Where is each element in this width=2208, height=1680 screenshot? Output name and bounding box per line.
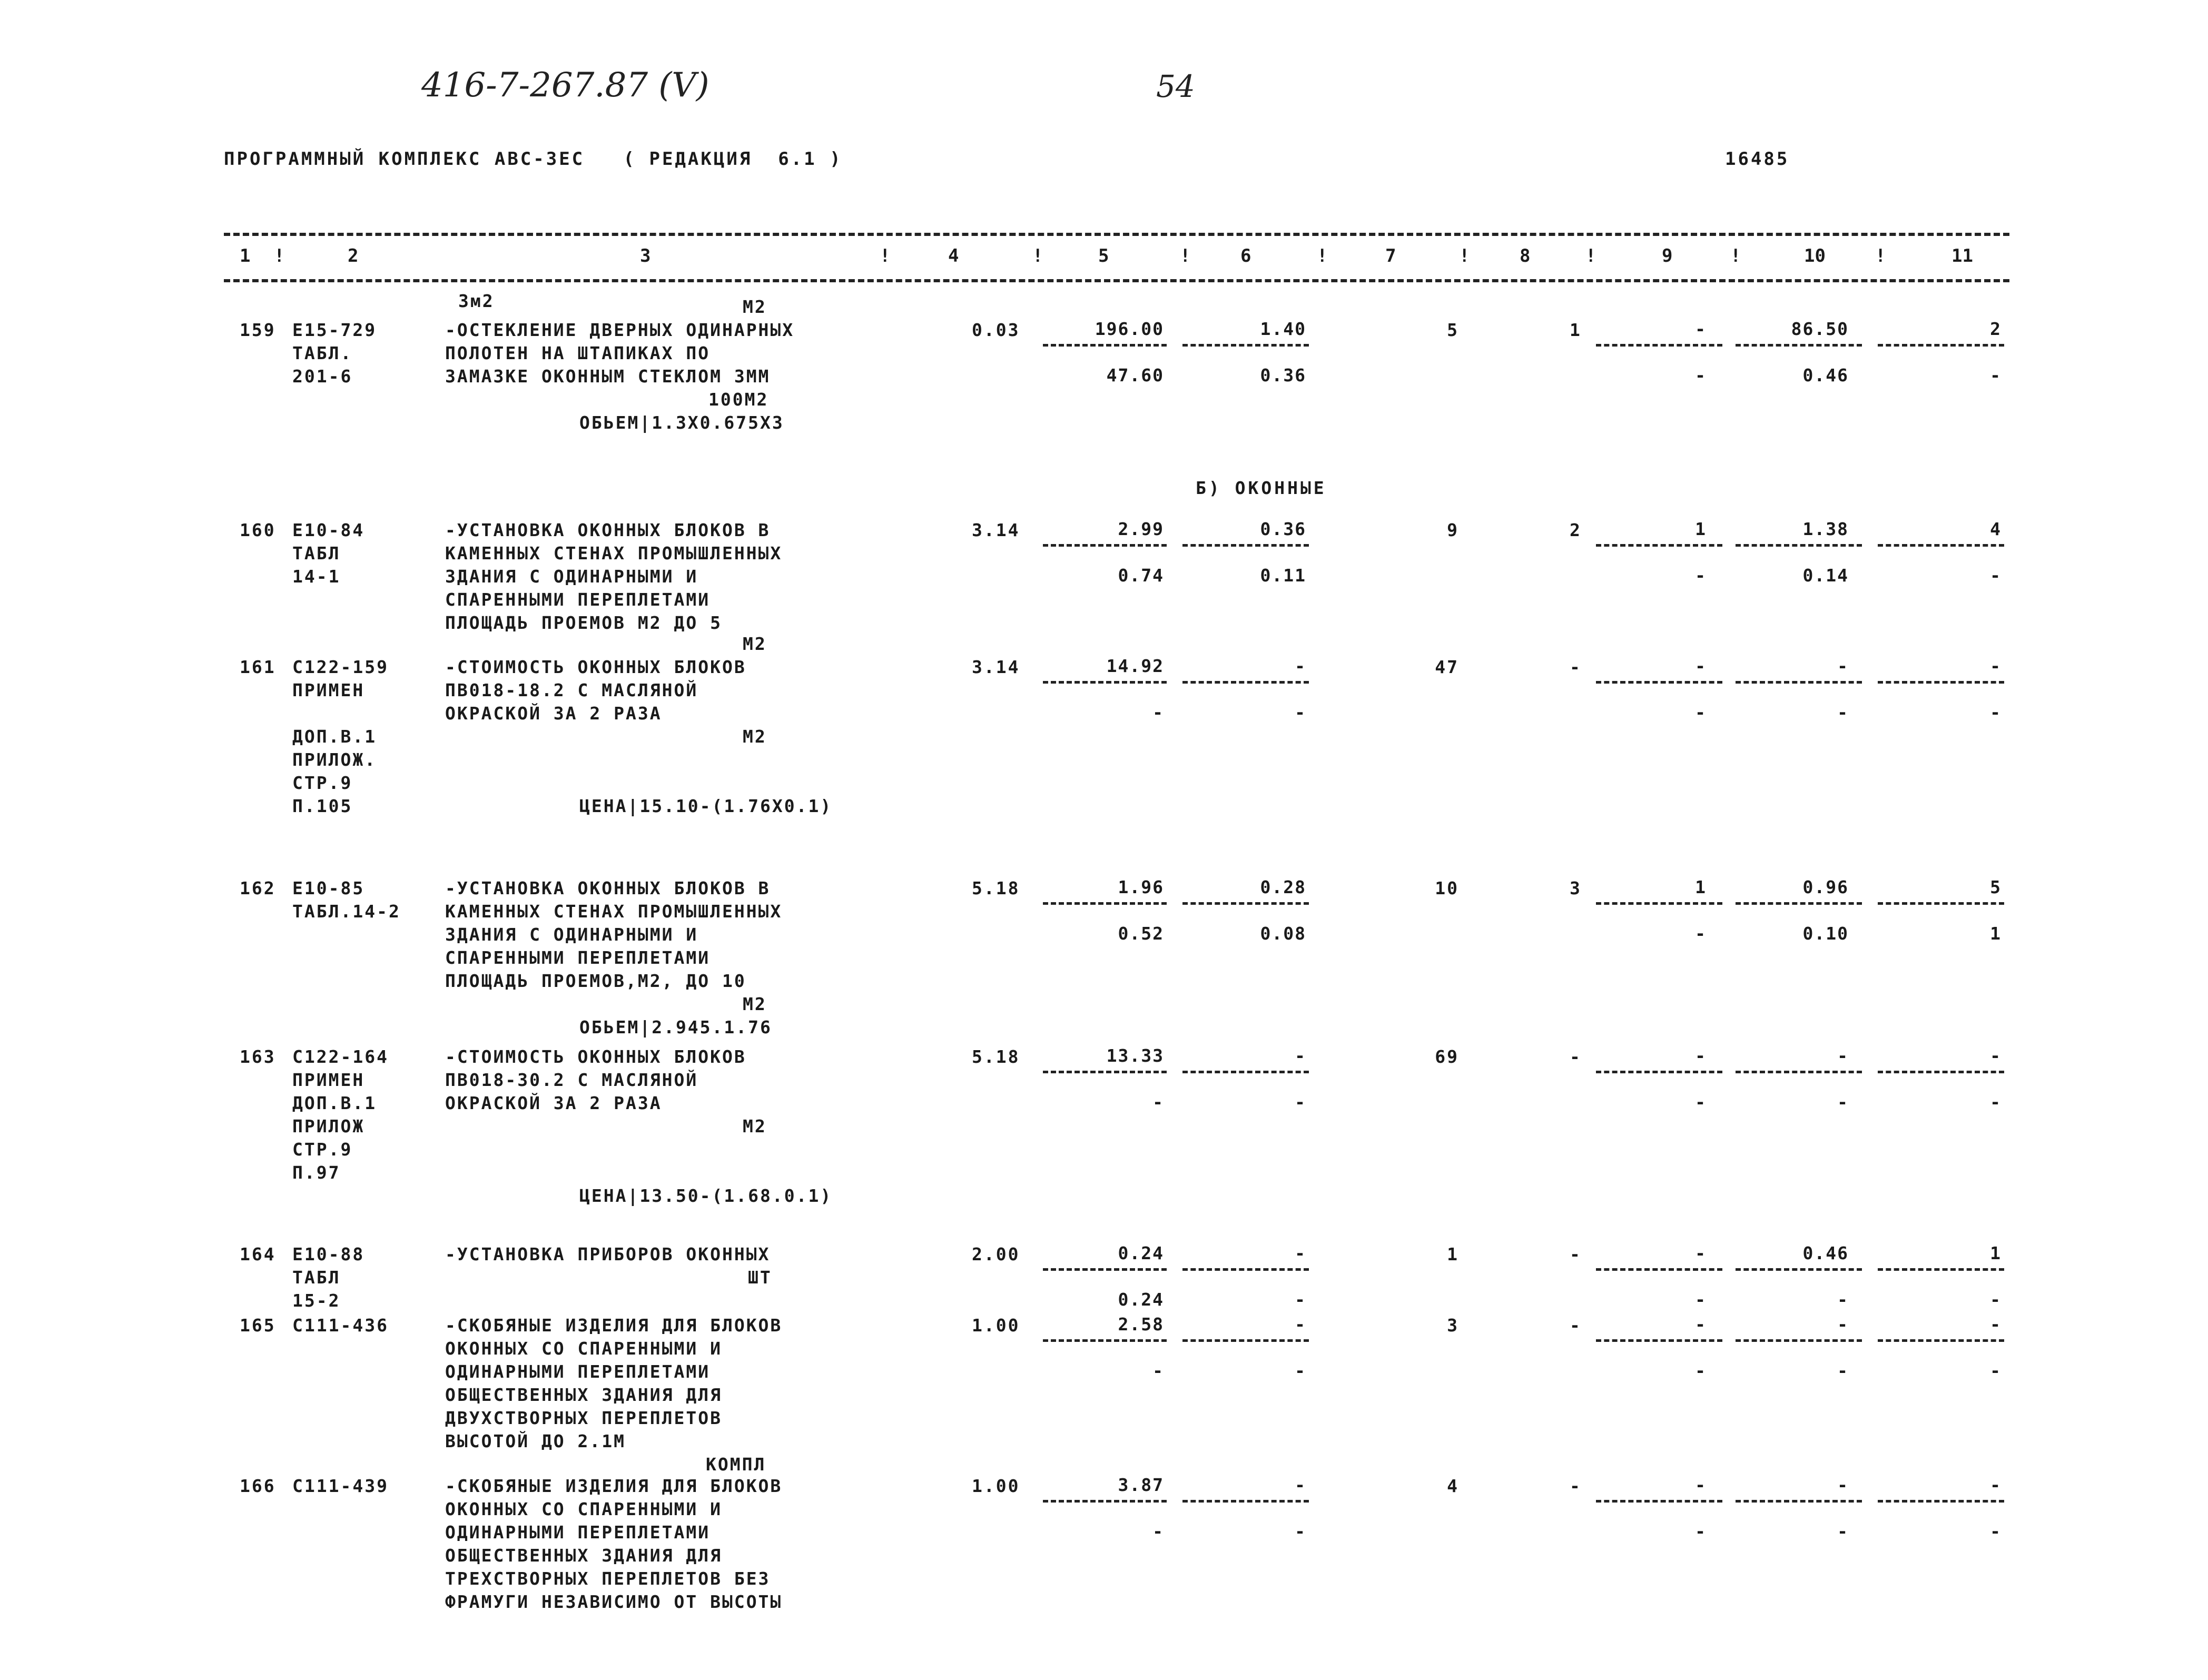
row-c10-top: - <box>1837 656 1849 676</box>
column-divider: ! <box>880 245 891 266</box>
row-c9-bottom: - <box>1695 365 1707 386</box>
row-c11-top: 1 <box>1990 1243 2002 1263</box>
row-c11-top: - <box>1990 1314 2002 1335</box>
row-c5-top: 196.00 <box>1095 319 1164 339</box>
row-c9-bottom: - <box>1695 565 1707 586</box>
row-c6-bottom: 0.36 <box>1260 365 1306 386</box>
row-text-line: ОКОННЫХ СО СПАРЕННЫМИ И <box>445 1338 722 1359</box>
row-c5-bottom: 0.24 <box>1118 1289 1164 1310</box>
row-c11-separator <box>1878 1268 2004 1271</box>
row-code-line: 14-1 <box>292 566 341 587</box>
row-c10-bottom: - <box>1837 1521 1849 1541</box>
row-c8: 3 <box>1570 878 1582 898</box>
column-divider: ! <box>1875 245 1886 266</box>
row-c11-top: - <box>1990 656 2002 676</box>
row-c9-top: 1 <box>1695 519 1707 539</box>
row-c6-top: 1.40 <box>1260 319 1306 339</box>
page-number: 54 <box>1156 68 1195 104</box>
row-c8: - <box>1570 1046 1582 1067</box>
row-code-line: ТАБЛ.14-2 <box>292 901 401 922</box>
row-c5-separator <box>1043 344 1167 347</box>
row-c11-top: 2 <box>1990 319 2002 339</box>
row-text-line: ОБЬЕМ|2.945.1.76 <box>579 1017 772 1037</box>
row-quantity: 3.14 <box>972 657 1020 677</box>
row-number: 166 <box>240 1476 276 1496</box>
row-code-line: С111-436 <box>292 1315 389 1336</box>
row-number: 163 <box>240 1046 276 1067</box>
row-c5-bottom: 47.60 <box>1106 365 1164 386</box>
row-text-line: ОБЩЕСТВЕННЫХ ЗДАНИЯ ДЛЯ <box>445 1545 722 1566</box>
row-c11-separator <box>1878 544 2004 547</box>
row-c7: 1 <box>1447 1244 1459 1264</box>
row-c7: 69 <box>1435 1046 1459 1067</box>
row-text-line: ОДИНАРНЫМИ ПЕРЕПЛЕТАМИ <box>445 1522 711 1543</box>
row-code-line: ТАБЛ. <box>292 343 353 363</box>
row-number: 162 <box>240 878 276 898</box>
column-divider: ! <box>1317 245 1328 266</box>
row-c7: 10 <box>1435 878 1459 898</box>
row-text-line: ПВ018-30.2 С МАСЛЯНОЙ <box>445 1070 698 1090</box>
column-divider: ! <box>1032 245 1043 266</box>
row-code-line: ДОП.В.1 <box>292 1093 377 1113</box>
row-c11-top: 4 <box>1990 519 2002 539</box>
row-price-note: ЦЕНА|13.50-(1.68.0.1) <box>579 1185 833 1206</box>
column-header-5: 5 <box>1098 245 1109 266</box>
row-c10-separator <box>1736 1500 1862 1503</box>
row-c10-separator <box>1736 1268 1862 1271</box>
row-c5-separator <box>1043 902 1167 905</box>
row-text-line: М2 <box>743 297 767 317</box>
row-code-line: С111-439 <box>292 1476 389 1496</box>
row-c11-bottom: - <box>1990 565 2002 586</box>
row-c9-top: - <box>1695 1045 1707 1066</box>
row-c10-separator <box>1736 344 1862 347</box>
row-c5-bottom: - <box>1152 1092 1164 1112</box>
row-c9-bottom: - <box>1695 1360 1707 1381</box>
row-c11-separator <box>1878 902 2004 905</box>
handwritten-code: 416-7-267.87 (V) <box>421 66 709 105</box>
column-header-6: 6 <box>1240 245 1251 266</box>
row-code-line: ПРИЛОЖ. <box>292 749 377 770</box>
row-c10-separator <box>1736 544 1862 547</box>
row-c7: 3 <box>1447 1315 1459 1336</box>
row-c7: 47 <box>1435 657 1459 677</box>
row-number: 165 <box>240 1315 276 1336</box>
row-c9-top: - <box>1695 1243 1707 1263</box>
row-quantity: 2.00 <box>972 1244 1020 1264</box>
row-c7: 5 <box>1447 320 1459 340</box>
column-header-11: 11 <box>1951 245 1973 266</box>
row-c8: - <box>1570 1244 1582 1264</box>
row-quantity: 3.14 <box>972 520 1020 540</box>
row-c5-bottom: - <box>1152 702 1164 723</box>
row-c6-top: - <box>1295 656 1306 676</box>
row-c9-top: - <box>1695 319 1707 339</box>
row-code-line: ТАБЛ <box>292 543 341 564</box>
row-c10-separator <box>1736 902 1862 905</box>
row-c6-top: 0.36 <box>1260 519 1306 539</box>
row-text-line: -УСТАНОВКА ОКОННЫХ БЛОКОВ В <box>445 878 771 898</box>
row-text-line: -ОСТЕКЛЕНИЕ ДВЕРНЫХ ОДИНАРНЫХ <box>445 320 795 340</box>
row-c10-bottom: - <box>1837 1092 1849 1112</box>
row-quantity: 1.00 <box>972 1315 1020 1336</box>
row-text-line: СПАРЕННЫМИ ПЕРЕПЛЕТАМИ <box>445 947 711 968</box>
row-code-line: П.97 <box>292 1162 341 1183</box>
row-text-line: ОКРАСКОЙ ЗА 2 РАЗА <box>445 1093 662 1113</box>
row-text-line: ОБЩЕСТВЕННЫХ ЗДАНИЯ ДЛЯ <box>445 1385 722 1405</box>
row-code-line: Е10-88 <box>292 1244 365 1264</box>
row-code-line: ПРИМЕН <box>292 680 365 700</box>
row-c6-bottom: 0.08 <box>1260 923 1306 944</box>
row-c5-top: 2.58 <box>1118 1314 1164 1335</box>
row-text-line: ЗАМАЗКЕ ОКОННЫМ СТЕКЛОМ 3ММ <box>445 366 771 387</box>
row-c10-bottom: - <box>1837 702 1849 723</box>
row-text-line: -УСТАНОВКА ПРИБОРОВ ОКОННЫХ <box>445 1244 771 1264</box>
row-c9-separator <box>1596 681 1722 684</box>
row-c5-separator <box>1043 1268 1167 1271</box>
row-c11-top: - <box>1990 1475 2002 1495</box>
row-text-line: -СТОИМОСТЬ ОКОННЫХ БЛОКОВ <box>445 657 746 677</box>
row-c11-bottom: - <box>1990 1289 2002 1310</box>
row-c6-top: - <box>1295 1475 1306 1495</box>
doc-number: 16485 <box>1725 149 1790 170</box>
row-text-line: ЗДАНИЯ С ОДИНАРНЫМИ И <box>445 566 698 587</box>
row-c6-separator <box>1182 344 1309 347</box>
row-code-line: СТР.9 <box>292 1139 353 1160</box>
row-number: 160 <box>240 520 276 540</box>
row-c10-top: 0.46 <box>1802 1243 1849 1263</box>
row-c10-bottom: 0.10 <box>1802 923 1849 944</box>
row-code-line: Е15-729 <box>292 320 377 340</box>
column-header-1: 1 <box>240 245 251 266</box>
row-code-line: С122-159 <box>292 657 389 677</box>
row-c7: 4 <box>1447 1476 1459 1496</box>
row-c9-top: - <box>1695 656 1707 676</box>
row-c6-separator <box>1182 1071 1309 1073</box>
row-c11-separator <box>1878 1339 2004 1342</box>
row-c9-bottom: - <box>1695 1092 1707 1112</box>
row-c6-top: 0.28 <box>1260 877 1306 897</box>
row-number: 161 <box>240 657 276 677</box>
row-c9-separator <box>1596 1500 1722 1503</box>
row-c11-bottom: - <box>1990 702 2002 723</box>
row-c10-bottom: - <box>1837 1360 1849 1381</box>
column-header-10: 10 <box>1804 245 1826 266</box>
row-text-line: ТРЕХСТВОРНЫХ ПЕРЕПЛЕТОВ БЕЗ <box>445 1568 771 1589</box>
row-text-line: М2 <box>743 726 767 747</box>
row-c6-top: - <box>1295 1243 1306 1263</box>
row-c11-bottom: - <box>1990 1360 2002 1381</box>
row-number: 159 <box>240 320 276 340</box>
row-text-line: -СТОИМОСТЬ ОКОННЫХ БЛОКОВ <box>445 1046 746 1067</box>
row-text-line: -СКОБЯНЫЕ ИЗДЕЛИЯ ДЛЯ БЛОКОВ <box>445 1315 783 1336</box>
row-c9-top: 1 <box>1695 877 1707 897</box>
row-c9-separator <box>1596 1339 1722 1342</box>
row-c5-separator <box>1043 544 1167 547</box>
row-text-line: ВЫСОТОЙ ДО 2.1М <box>445 1431 626 1451</box>
row-c6-separator <box>1182 681 1309 684</box>
row-c5-bottom: - <box>1152 1360 1164 1381</box>
row-c6-bottom: - <box>1295 1521 1306 1541</box>
row-c9-bottom: - <box>1695 1289 1707 1310</box>
row-c10-top: - <box>1837 1475 1849 1495</box>
row-c6-separator <box>1182 1268 1309 1271</box>
header-rule-top <box>224 233 2009 236</box>
row-text-line: КАМЕННЫХ СТЕНАХ ПРОМЫШЛЕННЫХ <box>445 901 783 922</box>
row-c9-bottom: - <box>1695 702 1707 723</box>
row-code-line: П.105 <box>292 796 353 816</box>
column-divider: ! <box>274 245 285 266</box>
row-c6-bottom: - <box>1295 1092 1306 1112</box>
row-c9-top: - <box>1695 1475 1707 1495</box>
row-c10-top: 1.38 <box>1802 519 1849 539</box>
row-c9-separator <box>1596 1071 1722 1073</box>
row-text-line: ДВУХСТВОРНЫХ ПЕРЕПЛЕТОВ <box>445 1408 722 1428</box>
row-c7: 9 <box>1447 520 1459 540</box>
column-header-3: 3 <box>640 245 651 266</box>
row-c10-bottom: 0.14 <box>1802 565 1849 586</box>
row-c11-bottom: - <box>1990 1092 2002 1112</box>
row-c9-bottom: - <box>1695 923 1707 944</box>
row-c10-top: - <box>1837 1314 1849 1335</box>
row-c11-bottom: - <box>1990 1521 2002 1541</box>
column-divider: ! <box>1459 245 1470 266</box>
row-text-line: 100М2 <box>708 389 769 410</box>
row-c6-separator <box>1182 1339 1309 1342</box>
row-code-line: 201-6 <box>292 366 353 387</box>
row-price-note: ЦЕНА|15.10-(1.76Х0.1) <box>579 796 833 816</box>
row-c5-separator <box>1043 1500 1167 1503</box>
row-c8: 2 <box>1570 520 1582 540</box>
row-text-line: ОКОННЫХ СО СПАРЕННЫМИ И <box>445 1499 722 1519</box>
column-divider: ! <box>1730 245 1741 266</box>
row-code-line: 15-2 <box>292 1290 341 1311</box>
row-c8: 1 <box>1570 320 1582 340</box>
row-c5-top: 3.87 <box>1118 1475 1164 1495</box>
row-c10-top: 86.50 <box>1791 319 1849 339</box>
column-header-2: 2 <box>348 245 359 266</box>
row-code-line: С122-164 <box>292 1046 389 1067</box>
row-c5-top: 1.96 <box>1118 877 1164 897</box>
row-text-line: -СКОБЯНЫЕ ИЗДЕЛИЯ ДЛЯ БЛОКОВ <box>445 1476 783 1496</box>
row-c5-top: 14.92 <box>1106 656 1164 676</box>
row-text-line: ОКРАСКОЙ ЗА 2 РАЗА <box>445 703 662 724</box>
row-text-line: СПАРЕННЫМИ ПЕРЕПЛЕТАМИ <box>445 589 711 610</box>
header-rule-bottom <box>224 279 2009 282</box>
row-c8: - <box>1570 1315 1582 1336</box>
row-c11-top: - <box>1990 1045 2002 1066</box>
row-text-line: М2 <box>743 994 767 1014</box>
row-text-line: М2 <box>743 634 767 654</box>
row-text-line: ПОЛОТЕН НА ШТАПИКАХ ПО <box>445 343 711 363</box>
row-text-line: ФРАМУГИ НЕЗАВИСИМО ОТ ВЫСОТЫ <box>445 1592 783 1612</box>
column-divider: ! <box>1180 245 1191 266</box>
row-text-line: ПЛОЩАДЬ ПРОЕМОВ,М2, ДО 10 <box>445 971 746 991</box>
row-c10-top: - <box>1837 1045 1849 1066</box>
row-c9-separator <box>1596 544 1722 547</box>
column-header-9: 9 <box>1662 245 1673 266</box>
row-c6-top: - <box>1295 1314 1306 1335</box>
row-text-line: КОМПЛ <box>706 1454 766 1475</box>
row-c9-separator <box>1596 1268 1722 1271</box>
row-c6-separator <box>1182 1500 1309 1503</box>
row-c6-bottom: - <box>1295 702 1306 723</box>
row-text-line: ПЛОЩАДЬ ПРОЕМОВ М2 ДО 5 <box>445 612 722 633</box>
row-text-line: М2 <box>743 1116 767 1137</box>
row-c5-bottom: 0.52 <box>1118 923 1164 944</box>
row-quantity: 0.03 <box>972 320 1020 340</box>
row-text-line: КАМЕННЫХ СТЕНАХ ПРОМЫШЛЕННЫХ <box>445 543 783 564</box>
row-c9-separator <box>1596 344 1722 347</box>
row-c6-bottom: - <box>1295 1289 1306 1310</box>
row-c10-separator <box>1736 1339 1862 1342</box>
row-text-line: ОДИНАРНЫМИ ПЕРЕПЛЕТАМИ <box>445 1361 711 1382</box>
row-text-line: ОБЬЕМ|1.3Х0.675Х3 <box>579 412 784 433</box>
carry-over-unit: 3м2 <box>458 291 495 311</box>
row-c11-separator <box>1878 1500 2004 1503</box>
row-text-line: ПВ018-18.2 С МАСЛЯНОЙ <box>445 680 698 700</box>
row-c9-top: - <box>1695 1314 1707 1335</box>
row-c5-separator <box>1043 1339 1167 1342</box>
row-c11-separator <box>1878 1071 2004 1073</box>
row-c8: - <box>1570 657 1582 677</box>
row-c5-bottom: - <box>1152 1521 1164 1541</box>
column-header-8: 8 <box>1520 245 1531 266</box>
row-text-line: -УСТАНОВКА ОКОННЫХ БЛОКОВ В <box>445 520 771 540</box>
row-c11-separator <box>1878 344 2004 347</box>
row-number: 164 <box>240 1244 276 1264</box>
row-quantity: 1.00 <box>972 1476 1020 1496</box>
row-c6-bottom: 0.11 <box>1260 565 1306 586</box>
program-title: ПРОГРАММНЫЙ КОМПЛЕКС АВС-3ЕС ( РЕДАКЦИЯ 6.1 ) <box>224 149 843 170</box>
row-code-line: ДОП.В.1 <box>292 726 377 747</box>
row-code-line: ПРИМЕН <box>292 1070 365 1090</box>
row-c11-separator <box>1878 681 2004 684</box>
row-text-line: ШТ <box>748 1267 772 1288</box>
row-code-line: Е10-84 <box>292 520 365 540</box>
section-title: Б) ОКОННЫЕ <box>1196 478 1327 498</box>
row-c5-top: 2.99 <box>1118 519 1164 539</box>
row-c6-separator <box>1182 902 1309 905</box>
row-c6-top: - <box>1295 1045 1306 1066</box>
row-c5-top: 0.24 <box>1118 1243 1164 1263</box>
row-c10-separator <box>1736 681 1862 684</box>
row-c10-bottom: - <box>1837 1289 1849 1310</box>
row-c8: - <box>1570 1476 1582 1496</box>
row-c10-bottom: 0.46 <box>1802 365 1849 386</box>
row-c6-separator <box>1182 544 1309 547</box>
column-header-7: 7 <box>1385 245 1396 266</box>
row-c5-separator <box>1043 681 1167 684</box>
column-divider: ! <box>1585 245 1596 266</box>
row-code-line: СТР.9 <box>292 773 353 793</box>
row-c10-separator <box>1736 1071 1862 1073</box>
row-code-line: ТАБЛ <box>292 1267 341 1288</box>
row-c10-top: 0.96 <box>1802 877 1849 897</box>
row-code-line: ПРИЛОЖ <box>292 1116 365 1137</box>
row-c11-top: 5 <box>1990 877 2002 897</box>
row-code-line: Е10-85 <box>292 878 365 898</box>
row-quantity: 5.18 <box>972 1046 1020 1067</box>
row-c11-bottom: - <box>1990 365 2002 386</box>
row-c5-separator <box>1043 1071 1167 1073</box>
column-header-4: 4 <box>948 245 959 266</box>
row-quantity: 5.18 <box>972 878 1020 898</box>
row-c9-bottom: - <box>1695 1521 1707 1541</box>
row-c5-bottom: 0.74 <box>1118 565 1164 586</box>
row-c6-bottom: - <box>1295 1360 1306 1381</box>
row-c5-top: 13.33 <box>1106 1045 1164 1066</box>
row-c9-separator <box>1596 902 1722 905</box>
row-c11-bottom: 1 <box>1990 923 2002 944</box>
row-text-line: ЗДАНИЯ С ОДИНАРНЫМИ И <box>445 924 698 945</box>
